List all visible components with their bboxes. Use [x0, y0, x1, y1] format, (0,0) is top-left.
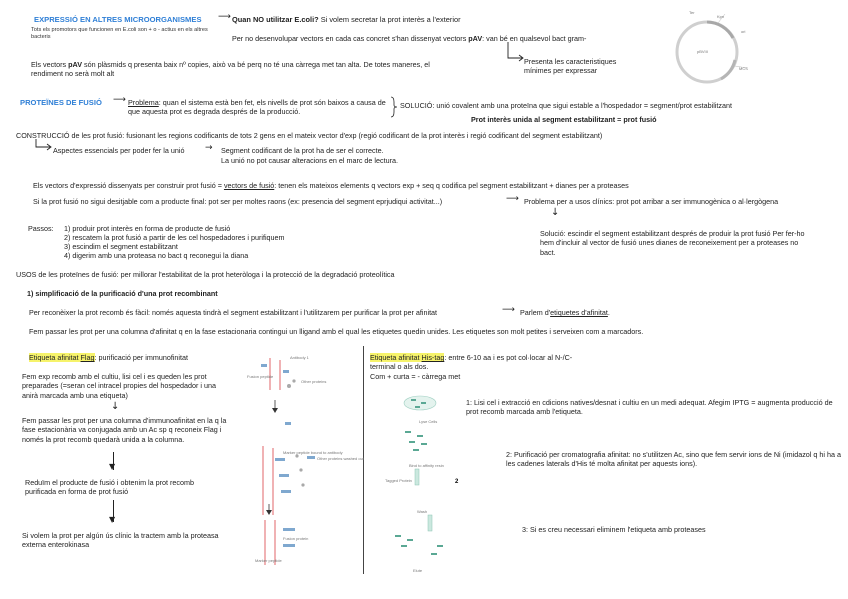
flag-paragraph-1: Fem exp recomb amb el cultiu, lisi cel i es queden les prot preparades (=seran cel intracel propies del hospedador i una anirà marcada amb una etiqueta) [22, 372, 216, 400]
promoters-note: Tots els promotors que funcionen en E.coli son + o - actius en els altres bacteris [31, 27, 208, 40]
fig-label-washed: Other proteins washed out [317, 456, 364, 461]
fig-label-fusion-peptide: Fusion peptide [247, 374, 274, 379]
his-purification-figure [375, 383, 465, 575]
ecoli-question: Quan NO utilitzar E.coli? Si volem secretar la prot interès a l'exterior [232, 15, 461, 24]
step-3: 3) escindim el segment estabilitzant [64, 242, 178, 251]
uses-subtitle-purification: 1) simplificació de la purificació d'una prot recombinant [27, 289, 218, 298]
arrow-icon: ⟶ [218, 12, 231, 22]
clinical-problem: Problema per a usos clínics: prot pot arribar a ser immunogènica o al·lergògena [524, 197, 779, 206]
arrow-icon: → [205, 143, 213, 153]
solution-cleave: Solució: escindir el segment estabilitzant després de produir la prot fusió Per fer-ho hem d'incluir al vector de fusió unes dianes de reconeixement per a proteases no bact. [540, 229, 805, 257]
arrow-icon: ⟶ [506, 194, 519, 204]
elbow-arrow-icon [505, 42, 525, 64]
fig-label-lyse: Lyse Cells [419, 419, 438, 424]
step-1: 1) produir prot interès en forma de producte de fusió [64, 224, 231, 233]
pav-features: Presenta les caracteristiques mínimes per expressar [524, 57, 617, 76]
down-arrow-icon: ↓ [111, 401, 120, 412]
plasmid-label-ter: Ter [689, 10, 695, 15]
fig-label-marker-peptide: Marker peptide [255, 558, 282, 563]
his-step-2: 2: Purificació per cromatografia afinitat: no s'utilitzen Ac, sino que fem servir ions de Ni (imidazol q hi ha a les cadenes laterals d'His té molta afinitat per aquests ions). [506, 450, 841, 469]
fusion-problem: Problema: quan el sistema està ben fet, els nivells de prot són baixos a causa de que aquesta prot es degrada després de la producció. [128, 98, 386, 117]
fig-step-2-number: 2 [455, 479, 459, 485]
aspects-label: Aspectes essencials per poder fer la unió [53, 146, 185, 155]
fig-label-wash: Wash [417, 509, 428, 514]
step-4: 4) digerim amb una proteasa no bact q reconegui la diana [64, 251, 249, 260]
uses-line-1: Per reconèixer la prot recomb és fàcil: només aquesta tindrà el segment estabilitzant i l'utilitzarem per purificar la prot per afinitat [29, 308, 438, 317]
fig-label-other-proteins: Other proteins [301, 379, 327, 384]
fusion-construction: CONSTRUCCIÓ de les prot fusió: fusionant les regions codificants de tots 2 gens en el mateix vector d'exp (regió codificant de la prot interès i regió codificant del segment estabilitzant) [16, 131, 603, 140]
plasmid-name-label: pBVIII [697, 49, 708, 54]
fig-label-fusion-protein: Fusion protein [283, 536, 309, 541]
elbow-arrow-icon [33, 139, 53, 153]
fig-label-elute: Elute [413, 568, 423, 573]
step-2: 2) rescatem la prot fusió a partir de les cel hospedadores i purifiquem [64, 233, 285, 242]
aspect-1: Segment codificant de la prot ha de ser el correcte. [221, 146, 384, 155]
fusion-solution: SOLUCIÓ: unió covalent amb una proteïna que sigui estable a l'hospedador = segment/prot estabilitzant [400, 101, 733, 110]
arrow-icon: ⟶ [113, 95, 126, 105]
plasmid-label-ori: ori [741, 29, 746, 34]
steps-label: Passos: [28, 224, 54, 233]
section-title-fusion-proteins: PROTEÏNES DE FUSIÓ [20, 98, 102, 107]
pav-copies-text: Els vectors pAV són plàsmids q presenta baix nº copies, això va bé perq no té una càrrega met tan alta. De totes maneres, el rendiment no serà molt alt [31, 60, 430, 79]
fig-label-bind: Bind to affinity resin [409, 463, 444, 468]
his-title: Etiqueta afinitat His-tag: entre 6-10 aa i es pot col·locar al N-/C-terminal o als dos. [370, 353, 573, 372]
fusion-vectors-text: Els vectors d'expressió dissenyats per construir prot fusió = vectors de fusió: tenen els mateixos elements q vectors exp + seq q codifica pel segment estabilitzant + dianes per a proteases [33, 181, 629, 190]
down-arrow-icon: ▼ [109, 462, 116, 471]
plasmid-map-figure [655, 8, 765, 92]
brace-icon [390, 96, 398, 118]
affinity-tags-text: Parlem d'etiquetes d'afinitat. [520, 308, 610, 317]
fusion-undesirable: Si la prot fusió no sigui desitjable com a producte final: pot ser per moltes raons (ex: presencia del segment eprjudiqui activitat...) [33, 197, 443, 206]
his-formula: Com + curta = - càrrega met [370, 372, 461, 381]
plasmid-label-mcs: MCS [739, 66, 748, 71]
flag-paragraph-3: Reduïm el producte de fusió i obtenim la prot recomb purificada en forma de prot fusió [25, 478, 194, 497]
fusion-solution-bold: Prot interès unida al segment estabilitzant = prot fusió [471, 115, 657, 124]
down-arrow-icon: ↓ [551, 207, 560, 218]
his-step-3: 3: Si es creu necessari eliminem l'etiqueta amb proteases [522, 525, 706, 534]
plasmid-label-kpn: Kpn [717, 14, 725, 19]
uses-title: USOS de les proteïnes de fusió: per millorar l'estabilitat de la prot heteròloga i la protecció de la degradació proteolítica [16, 270, 395, 279]
down-arrow-icon: ▼ [109, 515, 116, 524]
his-step-1: 1: Lisi cel i extracció en cdicions natives/desnat i cultiu en un medi adequat. Afegim IPTG = augmenta producció de prot recomb marcada amb l'etiqueta. [466, 398, 833, 417]
aspect-2: La unió no pot causar alteracions en el marc de lectura. [221, 156, 398, 165]
arrow-icon: ⟶ [502, 305, 515, 315]
flag-title: Etiqueta afinitat Flag: purificació per immunofinitat [29, 353, 189, 362]
immunoaffinity-figure [245, 350, 364, 572]
flag-paragraph-4: Si volem la prot per algún ús clínic la tractem amb la proteasa externa enterokinasa [22, 531, 219, 550]
uses-line-2: Fem passar les prot per una columna d'afinitat q en la fase estacionaria contingui un lligand amb el qual les etiquetes quedin unides. Les etiquetes son molt petites i serveixen com a marcadors. [29, 327, 644, 336]
fig-label-bound: Marker peptide bound to antibody [283, 450, 343, 455]
fig-label-antibody: Antibody 1 [290, 355, 309, 360]
pav-line: Per no desenvolupar vectors en cada cas concret s'han dissenyat vectors pAV: van bé en qualsevol bact gram- [232, 34, 587, 43]
fig-label-tagged: Tagged Protein [385, 478, 412, 483]
flag-paragraph-2: Fem passar les prot per una columna d'immunoafinitat en la q la fase estacionària va conjugada amb un Ac sp q reconeix Flag i només la prot recomb quedarà unida a la columna. [22, 416, 227, 444]
section-title-other-microorganisms: EXPRESSIÓ EN ALTRES MICROORGANISMES [34, 15, 202, 24]
